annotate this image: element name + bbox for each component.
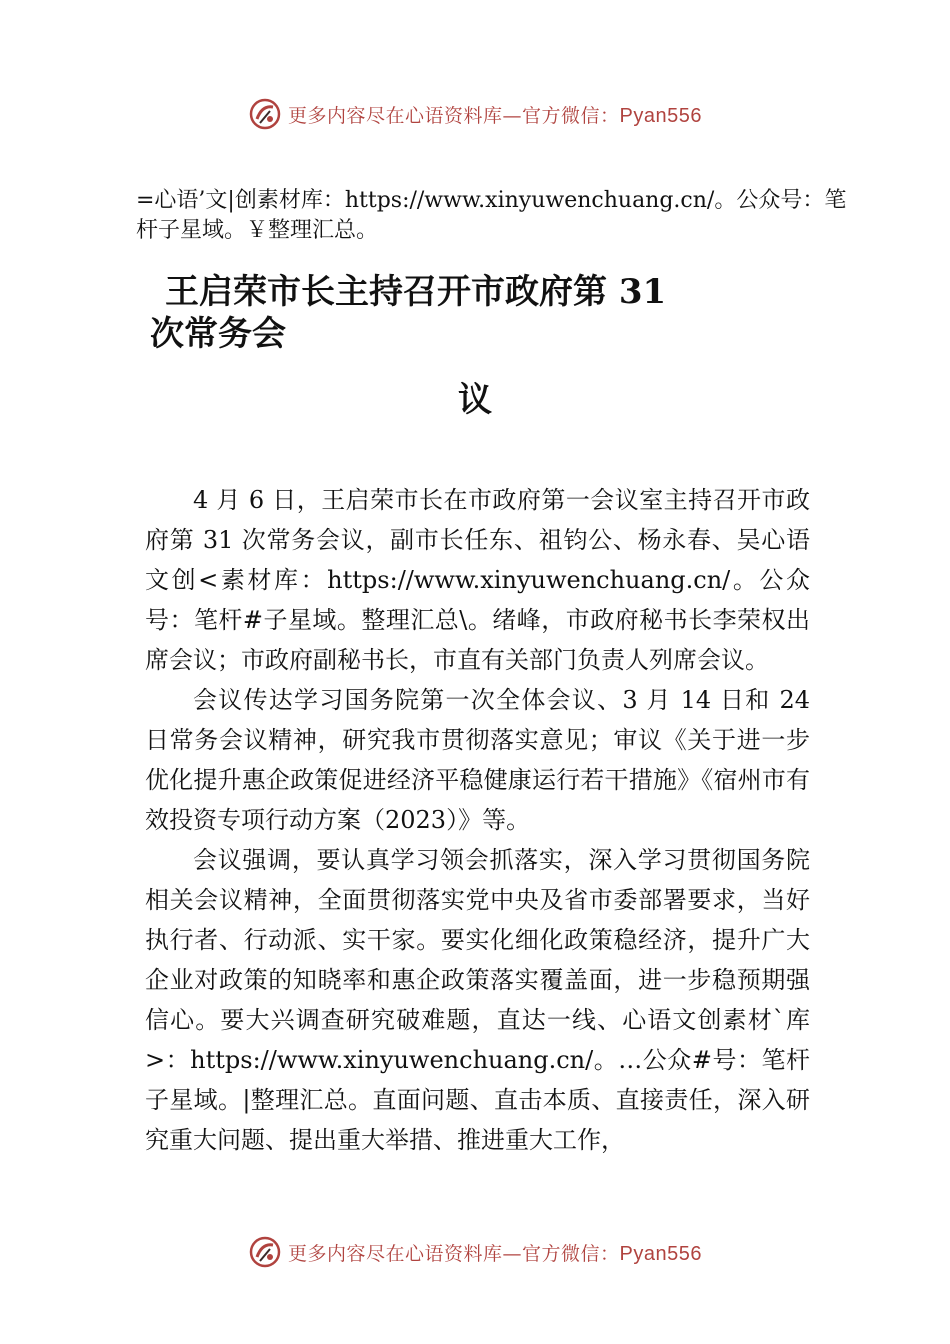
- paragraph-1: 4 月 6 日，王启荣市长在市政府第一会议室主持召开市政府第 31 次常务会议，副市长任东、祖钧公、杨永春、吴心语文创<素材库：https://www.xinyuwenchuang.cn/。公众号：笔杆#子星域。整理汇总\。绪峰，市政府秘书长李荣权出席会议；市政府副秘书长，市直有关部门负责人列席会议。: [145, 486, 810, 674]
- seal-logo-icon: [248, 97, 282, 131]
- source-note: =心语’文|创素材库：https://www.xinyuwenchuang.cn/。公众号：笔杆子星域。￥整理汇总。: [136, 188, 847, 243]
- paragraph-3: 会议强调，要认真学习领会抓落实，深入学习贯彻国务院相关会议精神，全面贯彻落实党中央及省市委部署要求，当好执行者、行动派、实干家。要实化细化政策稳经济，提升广大企业对政策的知晓率和惠企政策落实覆盖面，进一步稳预期强信心。要大兴调查研究破难题，直达一线、心语文创素材`库>：https://www.xinyuwenchuang.cn/。…公众#号：笔杆子星域。|整理汇总。直面问题、直击本质、直接责任，深入研究重大问题、提出重大举措、推进重大工作，: [145, 846, 810, 1154]
- top-banner: [0, 94, 950, 134]
- document-title-line-3: 议: [458, 380, 492, 420]
- top-banner-content: [248, 97, 702, 131]
- document-body: [145, 480, 810, 1160]
- banner-text: 更多内容尽在心语资料库—官方微信：Pyan556: [288, 1242, 702, 1265]
- bottom-banner: [0, 1232, 950, 1272]
- document-title-line-1: 王启荣市长主持召开市政府第 31: [165, 272, 667, 312]
- seal-logo-icon: [248, 1235, 282, 1269]
- banner-wechat-id: Pyan556: [619, 104, 702, 127]
- bottom-banner-content: [248, 1235, 702, 1269]
- banner-text: 更多内容尽在心语资料库—官方微信：Pyan556: [288, 104, 702, 127]
- document-title-line-2: 次常务会: [150, 314, 286, 354]
- paragraph-2: 会议传达学习国务院第一次全体会议、3 月 14 日和 24 日常务会议精神，研究我市贯彻落实意见；审议《关于进一步优化提升惠企政策促进经济平稳健康运行若干措施》《宿州市有效投资专项行动方案（2023）》等。: [145, 686, 810, 834]
- banner-wechat-id: Pyan556: [619, 1242, 702, 1265]
